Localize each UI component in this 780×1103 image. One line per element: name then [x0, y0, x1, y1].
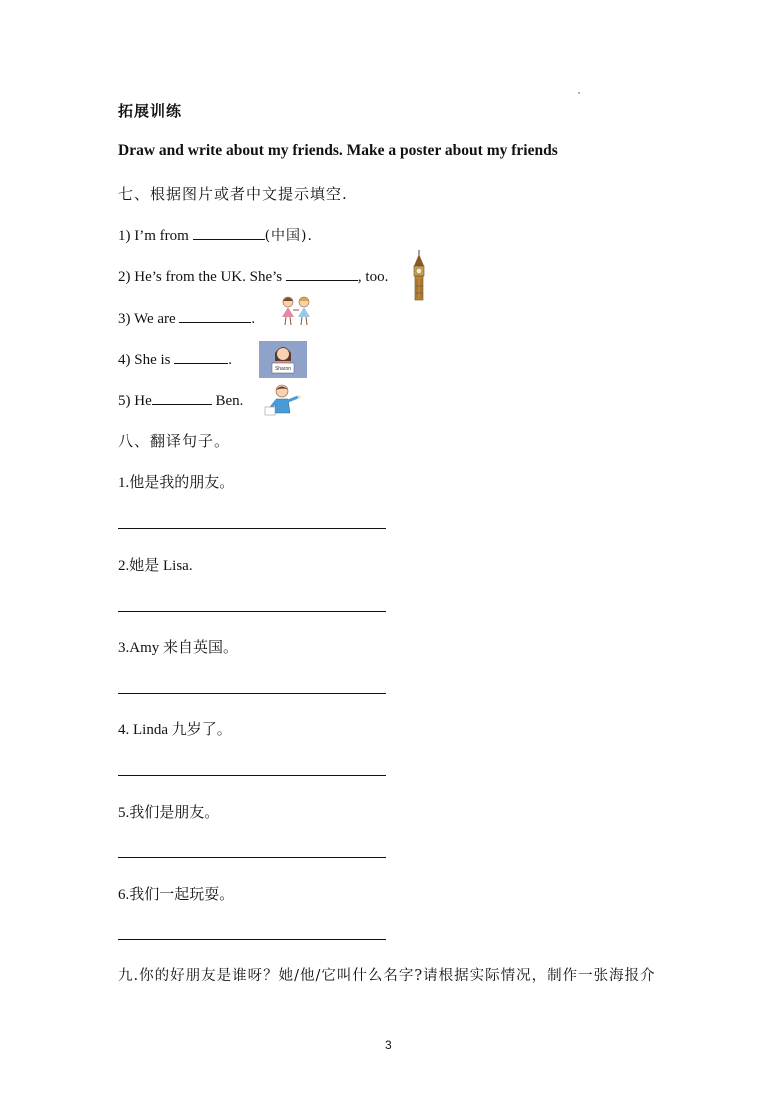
answer-line-2[interactable] [118, 611, 386, 612]
translate-sentence-1: 1.他是我的朋友。 [118, 475, 235, 491]
fill-blank[interactable] [286, 266, 358, 281]
scan-dot [578, 92, 580, 94]
item-text-after: (中国). [264, 228, 313, 244]
translate-sentence-6: 6.我们一起玩耍。 [118, 887, 235, 903]
item-number: 5) [118, 393, 131, 409]
item-text-after: . [251, 311, 256, 327]
item-text-after: , too. [357, 269, 389, 285]
part7-heading: 七、根据图片或者中文提示填空. [118, 185, 348, 203]
answer-line-1[interactable] [118, 528, 386, 529]
fill-item-4 [118, 349, 232, 369]
section-title: 拓展训练 [118, 102, 183, 120]
item-text-before: He [134, 393, 152, 409]
item-number: 4) [118, 352, 131, 368]
item-number: 2) [118, 269, 131, 285]
fill-blank[interactable] [179, 308, 251, 323]
fill-item-3 [118, 308, 255, 328]
part8-heading: 八、翻译句子。 [118, 432, 231, 450]
item-number: 3) [118, 311, 131, 327]
item-text-after: . [228, 352, 233, 368]
fill-blank[interactable] [174, 349, 228, 364]
big-ben-icon [410, 250, 428, 302]
instruction-text: Draw and write about my friends. Make a poster about my friends [118, 142, 558, 159]
fill-item-5 [118, 390, 243, 410]
fill-blank[interactable] [152, 390, 212, 405]
part9-heading: 九.你的好朋友是谁呀？她/他/它叫什么名字?请根据实际情况，制作一张海报介 [118, 968, 656, 984]
item-text-before: He’s from the UK. She’s [134, 269, 283, 285]
item-number: 1) [118, 228, 131, 244]
translate-sentence-5: 5.我们是朋友。 [118, 805, 220, 821]
fill-blank[interactable] [193, 225, 265, 240]
item-text-before: I’m from [134, 228, 189, 244]
translate-sentence-2: 2.她是 Lisa. [118, 558, 193, 574]
two-girls-icon [278, 295, 314, 327]
boy-pointing-icon [262, 383, 302, 419]
sign-text: Sharon [274, 366, 292, 372]
page-number: 3 [385, 1038, 392, 1052]
fill-item-2 [118, 266, 388, 286]
answer-line-3[interactable] [118, 693, 386, 694]
translate-sentence-4: 4. Linda 九岁了。 [118, 722, 232, 738]
answer-line-5[interactable] [118, 857, 386, 858]
item-text-before: She is [134, 352, 171, 368]
girl-holding-sign-icon [259, 341, 307, 378]
item-text-before: We are [133, 311, 176, 327]
answer-line-6[interactable] [118, 939, 386, 940]
translate-sentence-3: 3.Amy 来自英国。 [118, 640, 239, 656]
fill-item-1 [118, 225, 313, 245]
item-text-after: Ben. [215, 393, 244, 409]
answer-line-4[interactable] [118, 775, 386, 776]
